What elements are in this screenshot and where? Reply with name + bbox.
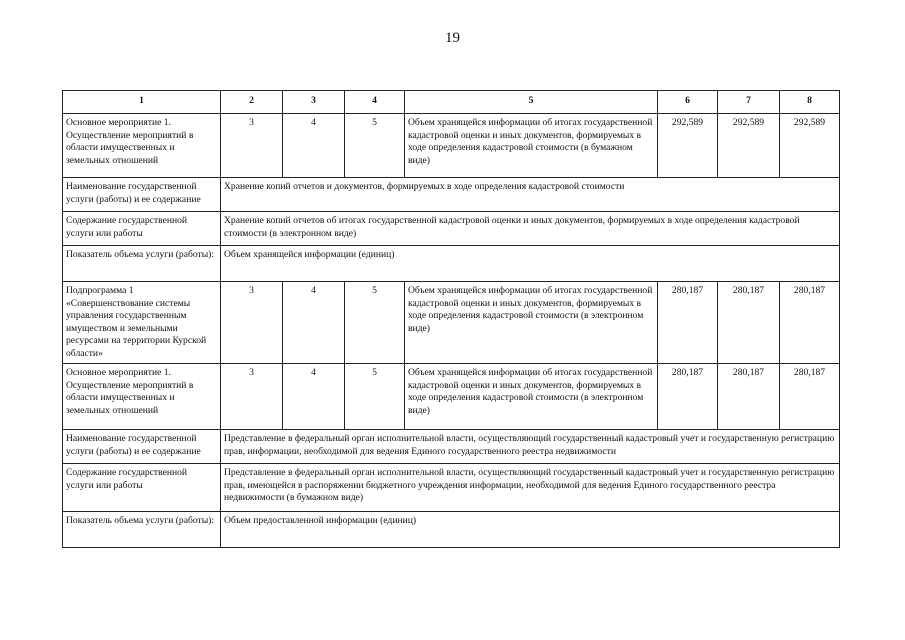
row-label: Показатель объема услуги (работы): bbox=[63, 246, 221, 282]
header-cell: 8 bbox=[780, 91, 840, 114]
row-label: Наименование государственной услуги (работы) и ее содержание bbox=[63, 178, 221, 212]
cell-col4: 5 bbox=[345, 282, 405, 364]
cell-col3: 4 bbox=[283, 114, 345, 178]
cell-value-col7: 280,187 bbox=[718, 364, 780, 430]
row-label: Наименование государственной услуги (работы) и ее содержание bbox=[63, 430, 221, 464]
header-cell: 7 bbox=[718, 91, 780, 114]
document-table bbox=[62, 90, 840, 548]
row-text: Представление в федеральный орган исполнительной власти, осуществляющий государственный кадастровый учет и государственную регистрацию прав, имеющейся в распоряжении бюджетного учреждения информации, необходимой для ведения Единого государственного реестра недвижимости (в бумажном виде) bbox=[221, 464, 840, 512]
row-text: Хранение копий отчетов об итогах государственной кадастровой оценки и иных документов, формируемых в ходе определения кадастровой стоимости (в электронном виде) bbox=[221, 212, 840, 246]
cell-value-col7: 292,589 bbox=[718, 114, 780, 178]
cell-col4: 5 bbox=[345, 114, 405, 178]
table-row bbox=[63, 464, 840, 512]
row-label: Показатель объема услуги (работы): bbox=[63, 512, 221, 548]
cell-indicator: Объем хранящейся информации об итогах государственной кадастровой оценки и иных документов, формируемых в ходе определения кадастровой стоимости (в электронном виде) bbox=[405, 282, 658, 364]
table-row bbox=[63, 512, 840, 548]
row-text: Объем хранящейся информации (единиц) bbox=[221, 246, 840, 282]
cell-col2: 3 bbox=[221, 282, 283, 364]
row-label: Содержание государственной услуги или работы bbox=[63, 464, 221, 512]
table-row bbox=[63, 246, 840, 282]
cell-indicator: Объем хранящейся информации об итогах государственной кадастровой оценки и иных документов, формируемых в ходе определения кадастровой стоимости (в электронном виде) bbox=[405, 364, 658, 430]
row-label: Содержание государственной услуги или работы bbox=[63, 212, 221, 246]
cell-col4: 5 bbox=[345, 364, 405, 430]
page-number: 19 bbox=[445, 30, 460, 46]
row-text: Объем предоставленной информации (единиц) bbox=[221, 512, 840, 548]
table-row bbox=[63, 430, 840, 464]
cell-value-col6: 280,187 bbox=[658, 282, 718, 364]
row-text: Представление в федеральный орган исполнительной власти, осуществляющий государственный кадастровый учет и государственную регистрацию прав, информации, необходимой для ведения Единого государственного реестра недвижимости bbox=[221, 430, 840, 464]
header-cell: 4 bbox=[345, 91, 405, 114]
table-row bbox=[63, 178, 840, 212]
table-row bbox=[63, 114, 840, 178]
cell-col2: 3 bbox=[221, 364, 283, 430]
table-row bbox=[63, 212, 840, 246]
row-text: Хранение копий отчетов и документов, формируемых в ходе определения кадастровой стоимости bbox=[221, 178, 840, 212]
table-row bbox=[63, 364, 840, 430]
row-label: Подпрограмма 1 «Совершенствование системы управления государственным имуществом и земельными ресурсами на территории Курской области» bbox=[63, 282, 221, 364]
cell-indicator: Объем хранящейся информации об итогах государственной кадастровой оценки и иных документов, формируемых в ходе определения кадастровой стоимости (в бумажном виде) bbox=[405, 114, 658, 178]
header-row bbox=[63, 91, 840, 114]
cell-value-col6: 292,589 bbox=[658, 114, 718, 178]
cell-col2: 3 bbox=[221, 114, 283, 178]
table-row bbox=[63, 282, 840, 364]
header-cell: 3 bbox=[283, 91, 345, 114]
cell-value-col8: 280,187 bbox=[780, 364, 840, 430]
cell-value-col8: 292,589 bbox=[780, 114, 840, 178]
header-cell: 1 bbox=[63, 91, 221, 114]
cell-value-col8: 280,187 bbox=[780, 282, 840, 364]
cell-col3: 4 bbox=[283, 282, 345, 364]
header-cell: 5 bbox=[405, 91, 658, 114]
cell-value-col6: 280,187 bbox=[658, 364, 718, 430]
row-label: Основное мероприятие 1. Осуществление мероприятий в области имущественных и земельных отношений bbox=[63, 114, 221, 178]
cell-col3: 4 bbox=[283, 364, 345, 430]
header-cell: 6 bbox=[658, 91, 718, 114]
header-cell: 2 bbox=[221, 91, 283, 114]
cell-value-col7: 280,187 bbox=[718, 282, 780, 364]
row-label: Основное мероприятие 1. Осуществление мероприятий в области имущественных и земельных отношений bbox=[63, 364, 221, 430]
